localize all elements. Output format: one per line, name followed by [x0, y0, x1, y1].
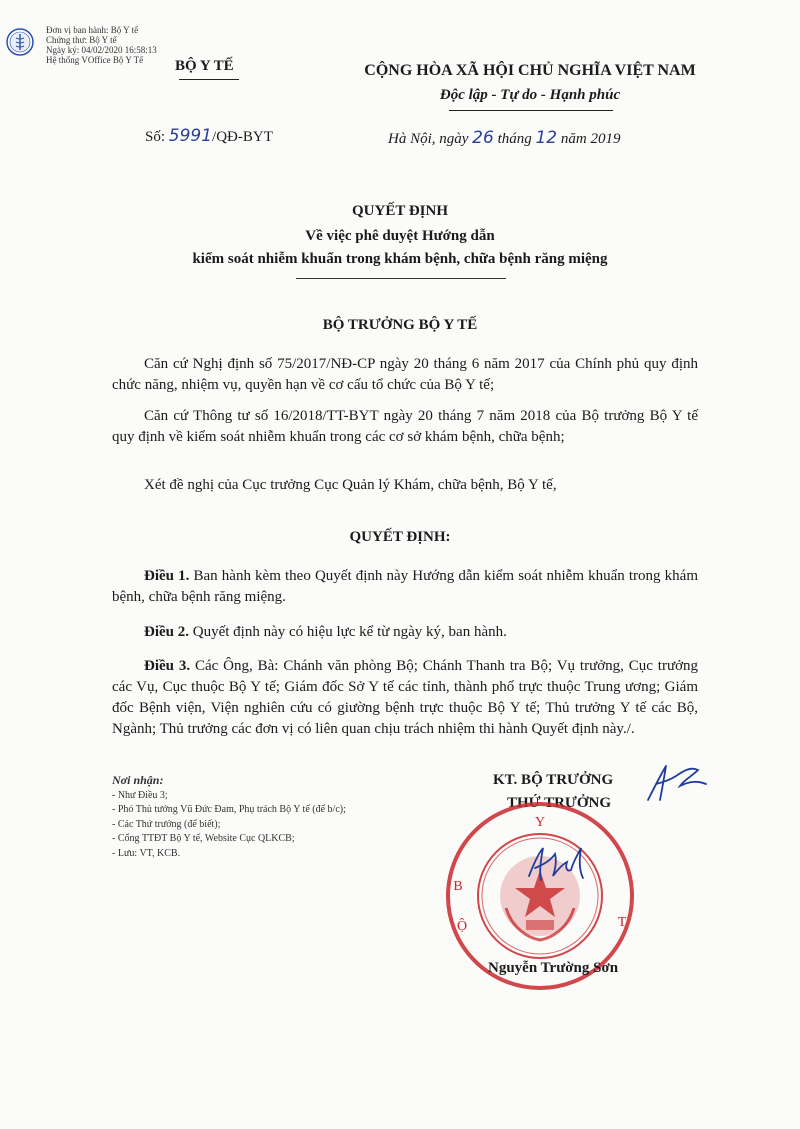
recipient-item: - Lưu: VT, KCB. [112, 847, 181, 859]
recipient-item: - Các Thứ trưởng (để biết); [112, 818, 221, 830]
doc-number-prefix: Số: [145, 129, 169, 145]
seal-letter-top: Y [534, 815, 546, 830]
doc-number-handwritten: 5991 [168, 126, 213, 146]
recipient-item: - Cổng TTĐT Bộ Y tế, Website Cục QLKCB; [112, 833, 295, 844]
national-title: CỘNG HÒA XÃ HỘI CHỦ NGHĨA VIỆT NAM [364, 62, 696, 79]
initial-mark [640, 758, 712, 808]
article-3 [112, 656, 698, 740]
seal-letter-right: T [617, 915, 627, 930]
esign-line: Chứng thư: Bộ Y tế [46, 35, 117, 45]
document-type-title: QUYẾT ĐỊNH [352, 203, 448, 219]
doc-number-suffix: /QĐ-BYT [212, 129, 273, 145]
esign-line: Đơn vị ban hành: Bộ Y tế [46, 25, 139, 35]
date-day-handwritten: 26 [472, 128, 494, 148]
preamble-paragraph: Căn cứ Thông tư số 16/2018/TT-BYT ngày 20 tháng 7 năm 2018 của Bộ trưởng Bộ Y tế quy định về kiểm soát nhiễm khuẩn trong các cơ sở khám bệnh, chữa bệnh; [112, 408, 698, 445]
issuing-authority: BỘ TRƯỞNG BỘ Y TẾ [322, 317, 478, 333]
signer-authority-title: KT. BỘ TRƯỞNG [493, 772, 614, 788]
article-text: Các Ông, Bà: Chánh văn phòng Bộ; Chánh Thanh tra Bộ; Vụ trưởng, Cục trưởng các Vụ, Cục thuộc Bộ Y tế; Giám đốc Sở Y tế các tỉnh, thành phố trực thuộc Trung ương; Giám đốc Bệnh viện, Viện nghiên cứu có giường bệnh trực thuộc Bộ Y tế; Thủ trưởng Y tế các Bộ, Ngành; Thủ trưởng các đơn vị có liên quan chịu trách nhiệm thi hành Quyết định này./. [112, 658, 699, 737]
article-label: Điều 2. [144, 624, 189, 640]
date-suffix: năm 2019 [557, 131, 621, 147]
date-prefix: Hà Nội, ngày [388, 131, 473, 147]
issue-date [388, 128, 620, 148]
recipients-block [112, 773, 346, 861]
esign-line: Hệ thống VOffice Bộ Y Tế [46, 55, 144, 65]
recipient-item: - Như Điều 3; [112, 789, 168, 801]
decision-heading: QUYẾT ĐỊNH: [349, 529, 451, 545]
seal-letter-left2: Ộ [456, 919, 468, 934]
date-mid: tháng [493, 131, 536, 147]
handwritten-signature [525, 840, 595, 886]
esign-line: Ngày ký: 04/02/2020 16:58:13 [46, 45, 157, 55]
document-number [145, 126, 273, 146]
subject-line-1: Về việc phê duyệt Hướng dẫn [305, 228, 495, 244]
recipients-heading: Nơi nhận: [112, 773, 164, 787]
caduceus-emblem-icon [6, 28, 34, 56]
article-label: Điều 1. [144, 568, 190, 584]
article-1 [112, 566, 698, 608]
ministry-underline [179, 79, 239, 80]
article-text: Quyết định này có hiệu lực kể từ ngày ký, ban hành. [189, 624, 507, 640]
recipient-item: - Phó Thủ tướng Vũ Đức Đam, Phụ trách Bộ Y tế (để b/c); [112, 804, 346, 815]
signer-name: Nguyễn Trường Sơn [488, 960, 619, 976]
preamble-paragraph: Căn cứ Nghị định số 75/2017/NĐ-CP ngày 20 tháng 6 năm 2017 của Chính phủ quy định chức năng, nhiệm vụ, quyền hạn về cơ cấu tổ chức của Bộ Y tế; [112, 356, 698, 393]
electronic-signature-info [46, 25, 157, 65]
subject-line-2: kiểm soát nhiễm khuẩn trong khám bệnh, chữa bệnh răng miệng [192, 251, 608, 267]
signer-position-title: THỨ TRƯỞNG [507, 795, 612, 811]
seal-letter-left: B [453, 879, 463, 894]
article-label: Điều 3. [144, 658, 191, 674]
subject-underline [296, 278, 506, 279]
article-2 [112, 622, 698, 643]
preamble-paragraph: Xét đề nghị của Cục trưởng Cục Quản lý Khám, chữa bệnh, Bộ Y tế, [144, 477, 557, 493]
date-month-handwritten: 12 [535, 128, 558, 148]
motto-underline [449, 110, 613, 111]
issuing-ministry: BỘ Y TẾ [175, 58, 234, 74]
article-text: Ban hành kèm theo Quyết định này Hướng dẫn kiểm soát nhiễm khuẩn trong khám bệnh, chữa bệnh răng miệng. [112, 568, 698, 605]
national-motto: Độc lập - Tự do - Hạnh phúc [439, 87, 621, 103]
